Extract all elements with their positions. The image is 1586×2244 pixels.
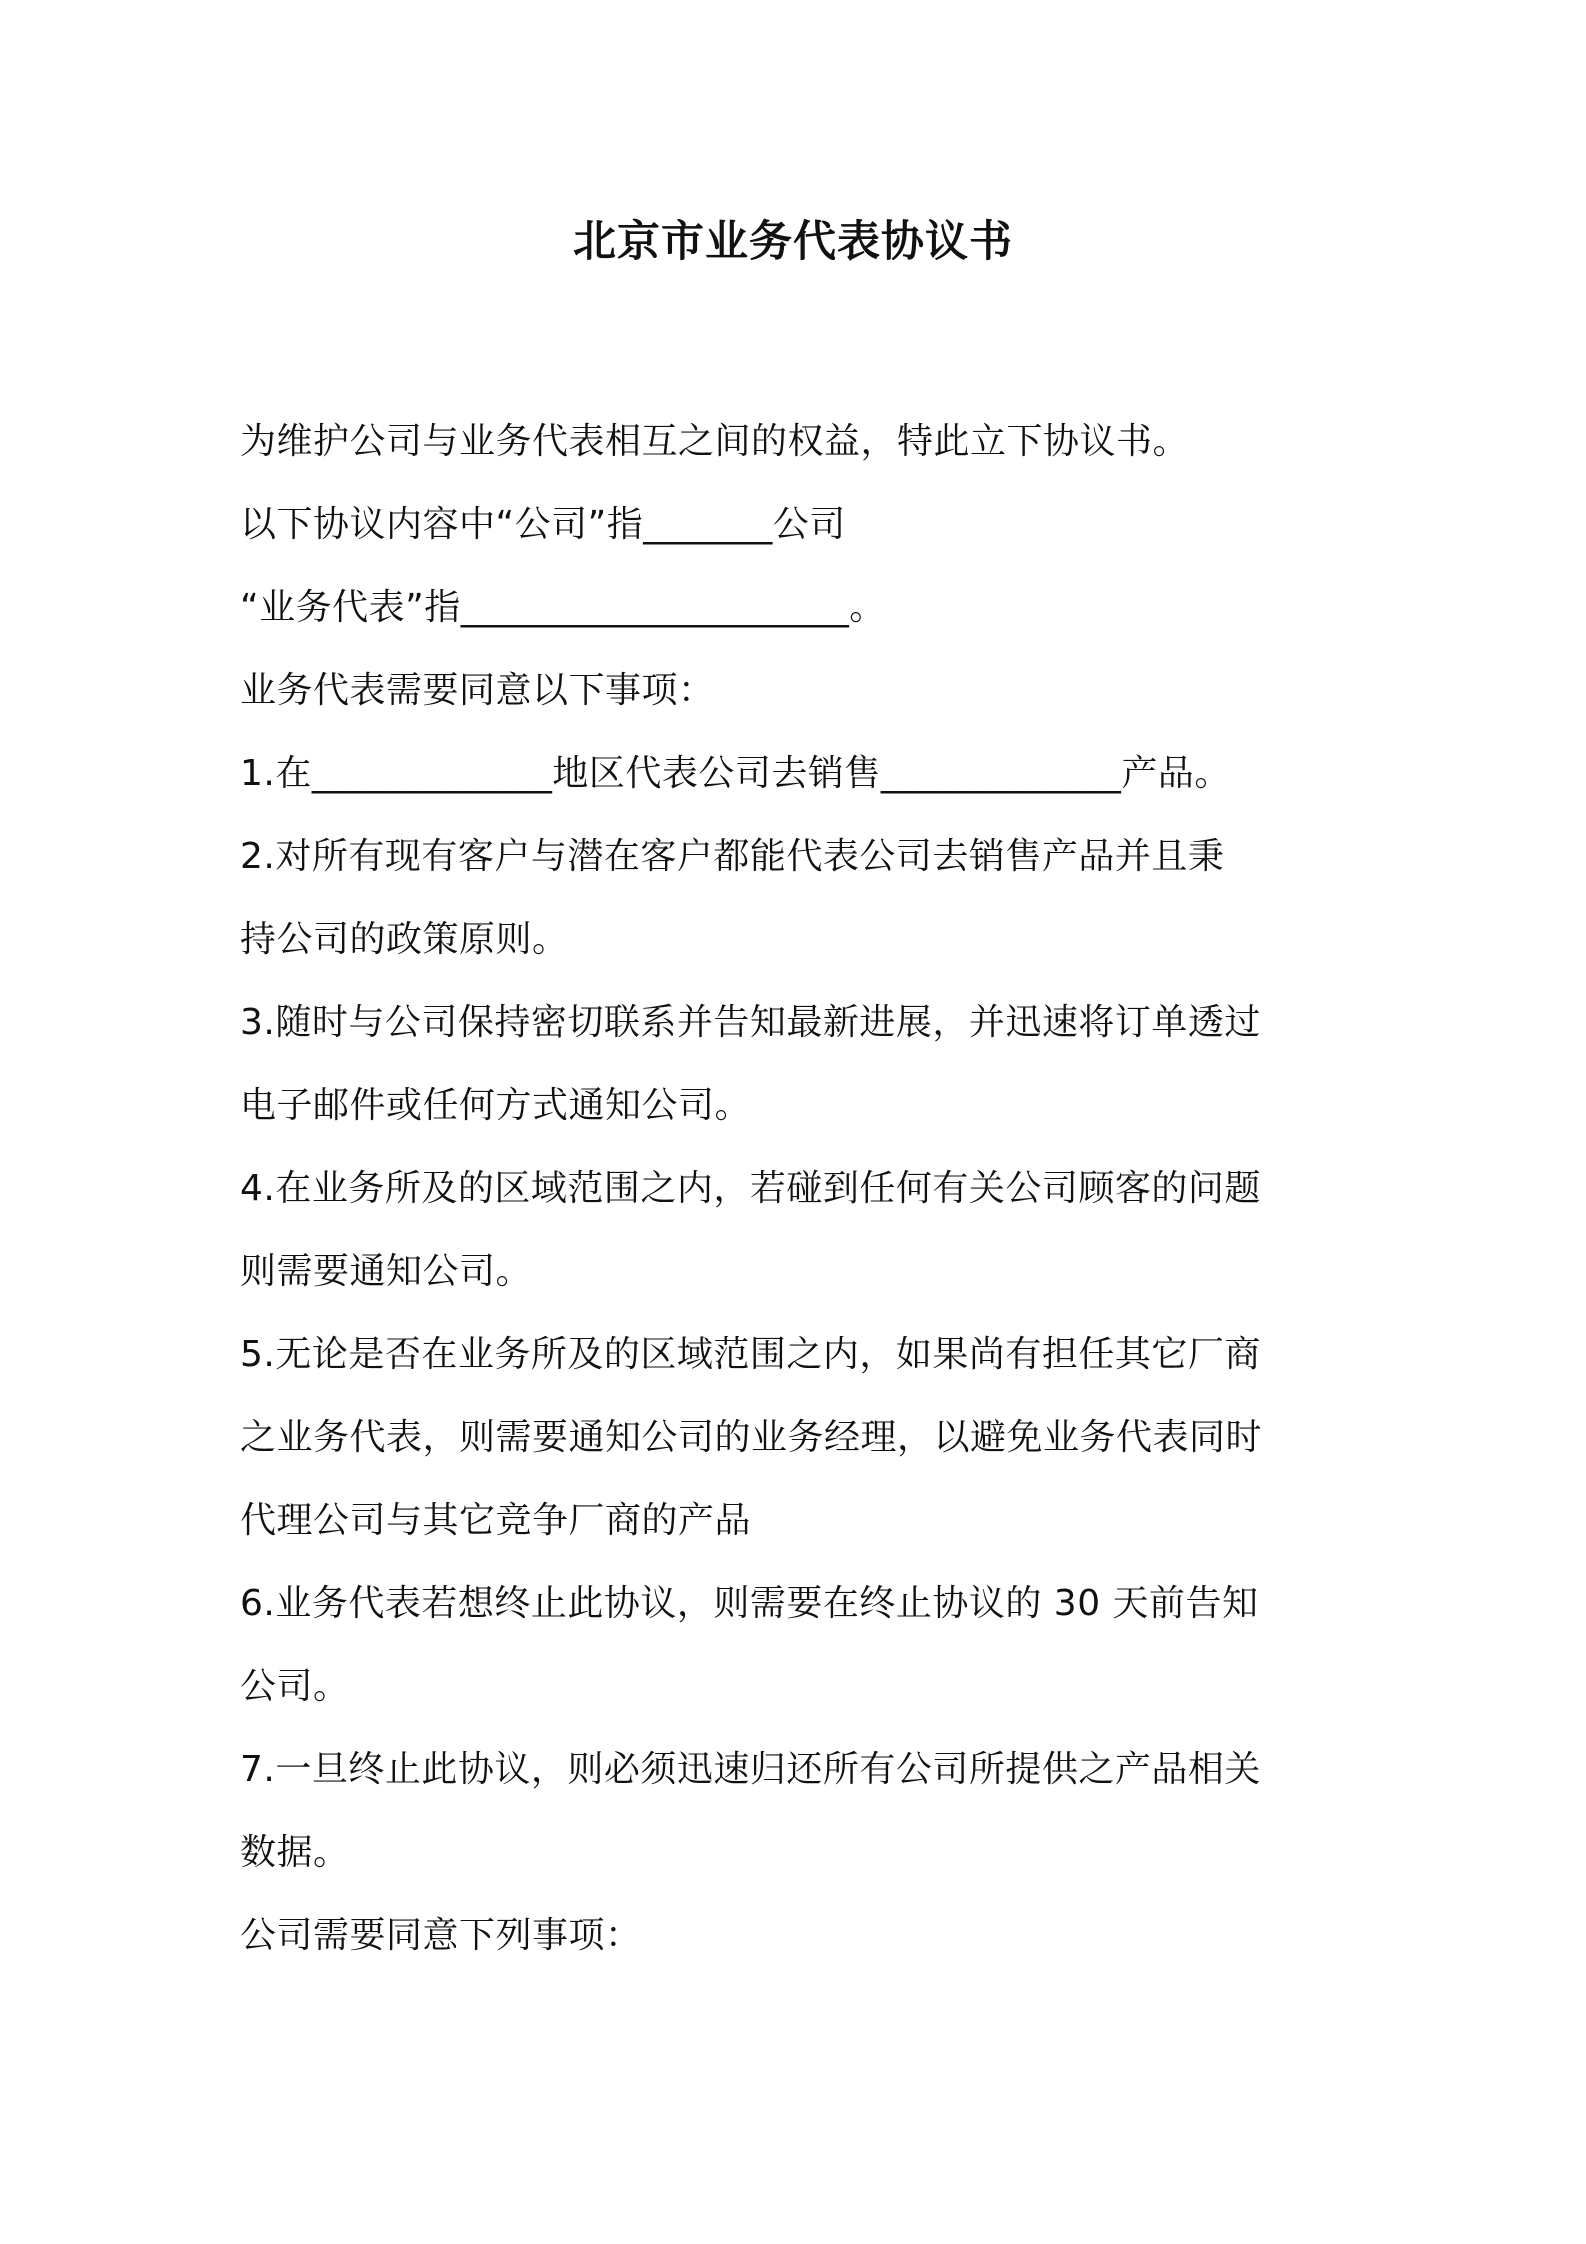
company-definition-line: 以下协议内容中“公司”指_______公司 [240, 504, 846, 545]
clause-4-line-1: 4.在业务所及的区域范围之内，若碰到任何有关公司顾客的问题 [240, 1168, 1261, 1209]
clause-4-line-2: 则需要通知公司。 [240, 1251, 533, 1292]
clause-6-line-1: 6.业务代表若想终止此协议，则需要在终止协议的 30 天前告知 [240, 1583, 1259, 1624]
clause-2-line-2: 持公司的政策原则。 [240, 919, 569, 960]
document-title: 北京市业务代表协议书 [573, 217, 1013, 267]
clause-3-line-1: 3.随时与公司保持密切联系并告知最新进展，并迅速将订单透过 [240, 1002, 1261, 1043]
company-terms-heading: 公司需要同意下列事项： [240, 1915, 642, 1956]
clause-5-line-3: 代理公司与其它竞争厂商的产品 [240, 1500, 752, 1541]
clause-2-line-1: 2.对所有现有客户与潜在客户都能代表公司去销售产品并且秉 [240, 836, 1225, 877]
representative-definition-line: “业务代表”指_____________________。 [240, 587, 886, 628]
representative-terms-heading: 业务代表需要同意以下事项： [240, 670, 715, 711]
clause-1-line: 1.在_____________地区代表公司去销售_____________产品。 [240, 753, 1231, 794]
clause-5-line-1: 5.无论是否在业务所及的区域范围之内，如果尚有担任其它厂商 [240, 1334, 1261, 1375]
clause-5-line-2: 之业务代表，则需要通知公司的业务经理，以避免业务代表同时 [240, 1417, 1263, 1458]
intro-line: 为维护公司与业务代表相互之间的权益，特此立下协议书。 [240, 421, 1190, 462]
document-body [240, 400, 1380, 1977]
clause-7-line-1: 7.一旦终止此协议，则必须迅速归还所有公司所提供之产品相关 [240, 1749, 1261, 1790]
clause-7-line-2: 数据。 [240, 1832, 350, 1873]
clause-3-line-2: 电子邮件或任何方式通知公司。 [240, 1085, 752, 1126]
clause-6-line-2: 公司。 [240, 1666, 350, 1707]
